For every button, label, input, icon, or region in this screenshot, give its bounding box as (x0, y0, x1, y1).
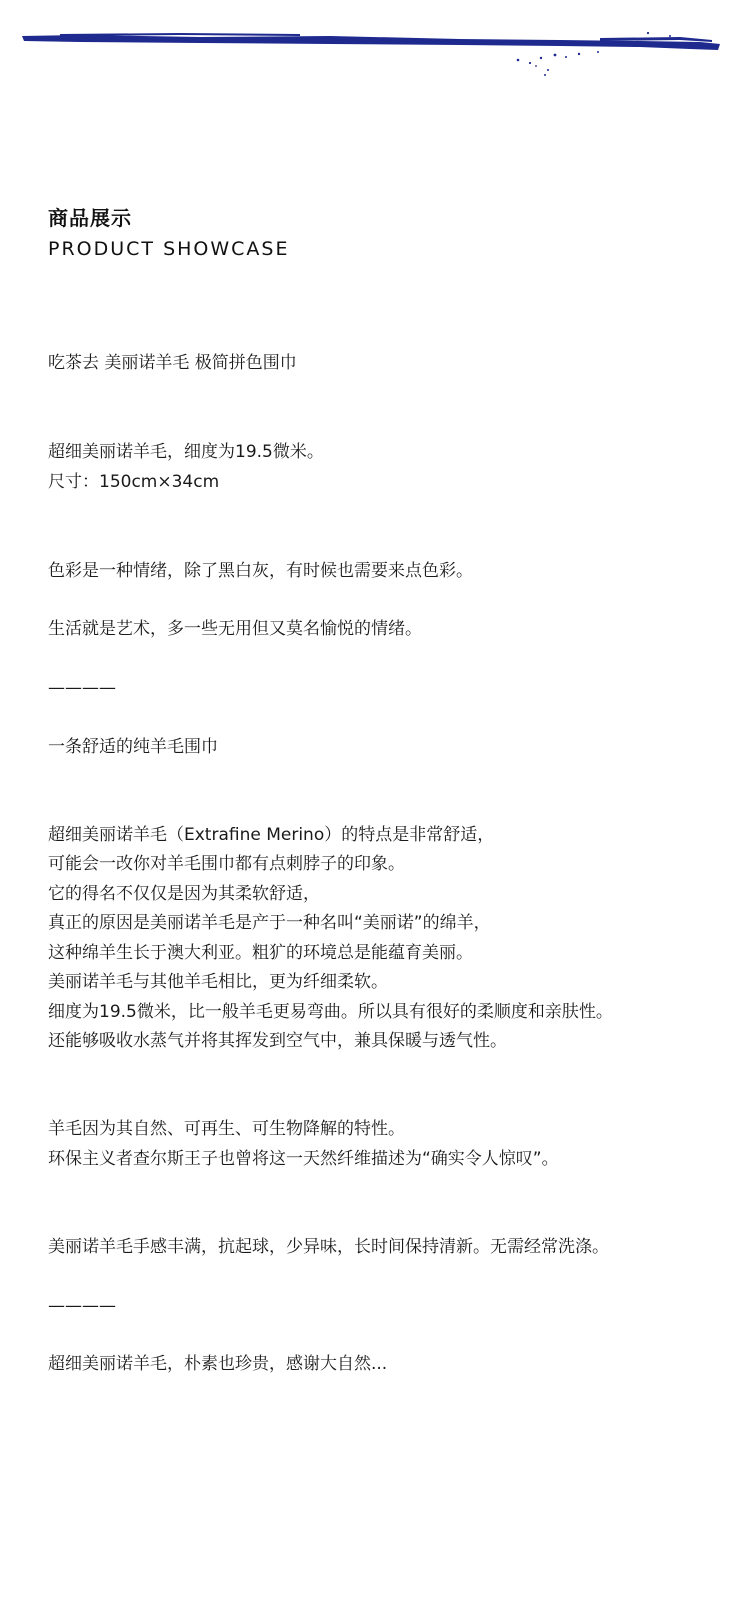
description-line-4: 真正的原因是美丽诺羊毛是产于一种名叫“美丽诺”的绵羊， (48, 913, 491, 933)
heading-title-en: PRODUCT SHOWCASE (48, 238, 290, 260)
description-line-3: 它的得名不仅仅是因为其柔软舒适， (48, 884, 320, 904)
eco-line-2: 环保主义者查尔斯王子也曾将这一天然纤维描述为“确实令人惊叹”。 (48, 1149, 559, 1169)
divider-2 (48, 1294, 116, 1318)
description-line-5: 这种绵羊生长于澳大利亚。粗犷的环境总是能蕴育美丽。 (48, 943, 473, 963)
spec-size: 尺寸：150cm×34cm (48, 472, 220, 492)
divider-1-part-a: —— (48, 678, 82, 698)
description-line-8: 还能够吸收水蒸气并将其挥发到空气中，兼具保暖与透气性。 (48, 1031, 507, 1051)
description-line-7: 细度为19.5微米，比一般羊毛更易弯曲。所以具有很好的柔顺度和亲肤性。 (48, 1002, 613, 1022)
description-line-1: 超细美丽诺羊毛（Extrafine Merino）的特点是非常舒适， (48, 825, 495, 845)
paragraph-color: 色彩是一种情绪，除了黑白灰，有时候也需要来点色彩。 (48, 561, 473, 581)
paragraph-life: 生活就是艺术，多一些无用但又莫名愉悦的情绪。 (48, 619, 422, 639)
eco-line-1: 羊毛因为其自然、可再生、可生物降解的特性。 (48, 1119, 405, 1139)
spec-fineness: 超细美丽诺羊毛，细度为19.5微米。 (48, 442, 324, 462)
feel-line: 美丽诺羊毛手感丰满，抗起球，少异味，长时间保持清新。无需经常洗涤。 (48, 1237, 609, 1257)
divider-1-part-b: —— (82, 678, 116, 698)
heading-title-cn: 商品展示 (48, 206, 132, 230)
product-name: 吃茶去 美丽诺羊毛 极简拼色围巾 (48, 353, 297, 373)
description-line-2: 可能会一改你对羊毛围巾都有点刺脖子的印象。 (48, 854, 405, 874)
subtitle: 一条舒适的纯羊毛围巾 (48, 737, 218, 757)
description-line-6: 美丽诺羊毛与其他羊毛相比，更为纤细柔软。 (48, 972, 388, 992)
section-heading (48, 204, 289, 263)
divider-1 (48, 676, 116, 700)
divider-2-part-b: —— (82, 1296, 116, 1316)
brush-stroke-decoration (0, 0, 750, 90)
closing-line: 超细美丽诺羊毛，朴素也珍贵，感谢大自然... (48, 1354, 388, 1374)
divider-2-part-a: —— (48, 1296, 82, 1316)
